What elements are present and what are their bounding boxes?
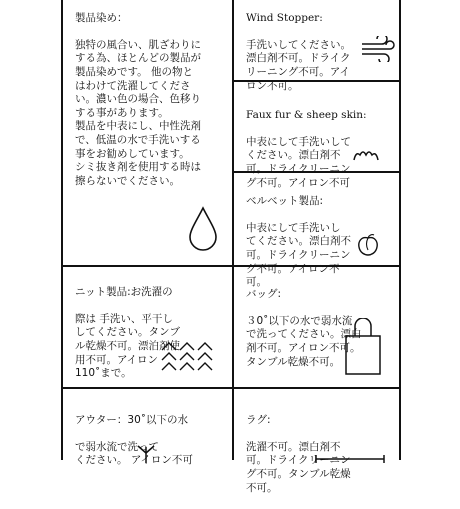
care-heading-outer: アウター：30˚以下の水 (75, 413, 189, 426)
care-heading-rug: ラグ: (246, 413, 271, 426)
wind-icon (360, 36, 396, 62)
care-heading-faux-fur: Faux fur & sheep skin: (246, 108, 367, 121)
care-text-dyed: 独特の風合い、肌ざわりに する為、ほとんどの製品が 製品染めです。 他の物と はわけて洗濯してくださ い。濃い色の場合、色移り する事があります。 製品を中表にし、中性洗剤 で、低温の水で手洗いする 事をお勧めしています。 シミ抜き剤を使用する時は 擦らないでください。 (75, 38, 201, 187)
care-cell-dyed (75, 0, 227, 202)
care-text-knit: 際は 手洗い、平干し してください。タンブ ル乾燥不可。漂泊剤使 用不可。アイロン 110˚まで。 (75, 312, 180, 380)
care-text-wind-stopper: 手洗いしてください。 漂白剤不可。ドライク リーニング不可。アイ ロン不可。 (246, 38, 351, 92)
care-heading-knit: ニット製品:お洗濯の (75, 285, 173, 298)
care-heading-bag: バッグ: (246, 287, 282, 300)
knit-chevron-icon (160, 340, 216, 380)
water-drop-icon (188, 206, 218, 252)
care-text-faux-fur: 中表にして手洗いして ください。漂白剤不 可。ドライクリーニン グ不可。アイロン不可 (246, 135, 351, 189)
care-text-velvet: 中表にして手洗いし てください。漂白剤不 可。ドライクリーニン グ不可。アイロン不 可。 (246, 221, 351, 289)
care-cell-outer (75, 400, 227, 482)
fur-tuft-icon (353, 148, 379, 162)
care-text-outer: で弱水流で洗って ください。 アイロン不可 (75, 440, 193, 467)
care-heading-wind-stopper: Wind Stopper: (246, 11, 323, 24)
care-heading-dyed: 製品染め： (75, 11, 128, 24)
peach-icon (356, 233, 380, 257)
care-text-bag: ３0˚以下の水で弱水流 で洗ってください。漂白 剤不可。アイロン不可。 タンブル乾燥不可。 (246, 314, 362, 368)
sprout-icon (132, 443, 160, 463)
column-divider-bottom (232, 265, 234, 460)
care-text-rug: 洗濯不可。漂白剤不 可。ドライクリーニン グ不可。タンブル乾燥 不可。 (246, 440, 351, 494)
care-heading-velvet: ベルベット製品: (246, 194, 324, 207)
rug-icon (314, 453, 386, 463)
column-divider-top (232, 0, 234, 265)
tote-bag-icon (343, 318, 383, 376)
